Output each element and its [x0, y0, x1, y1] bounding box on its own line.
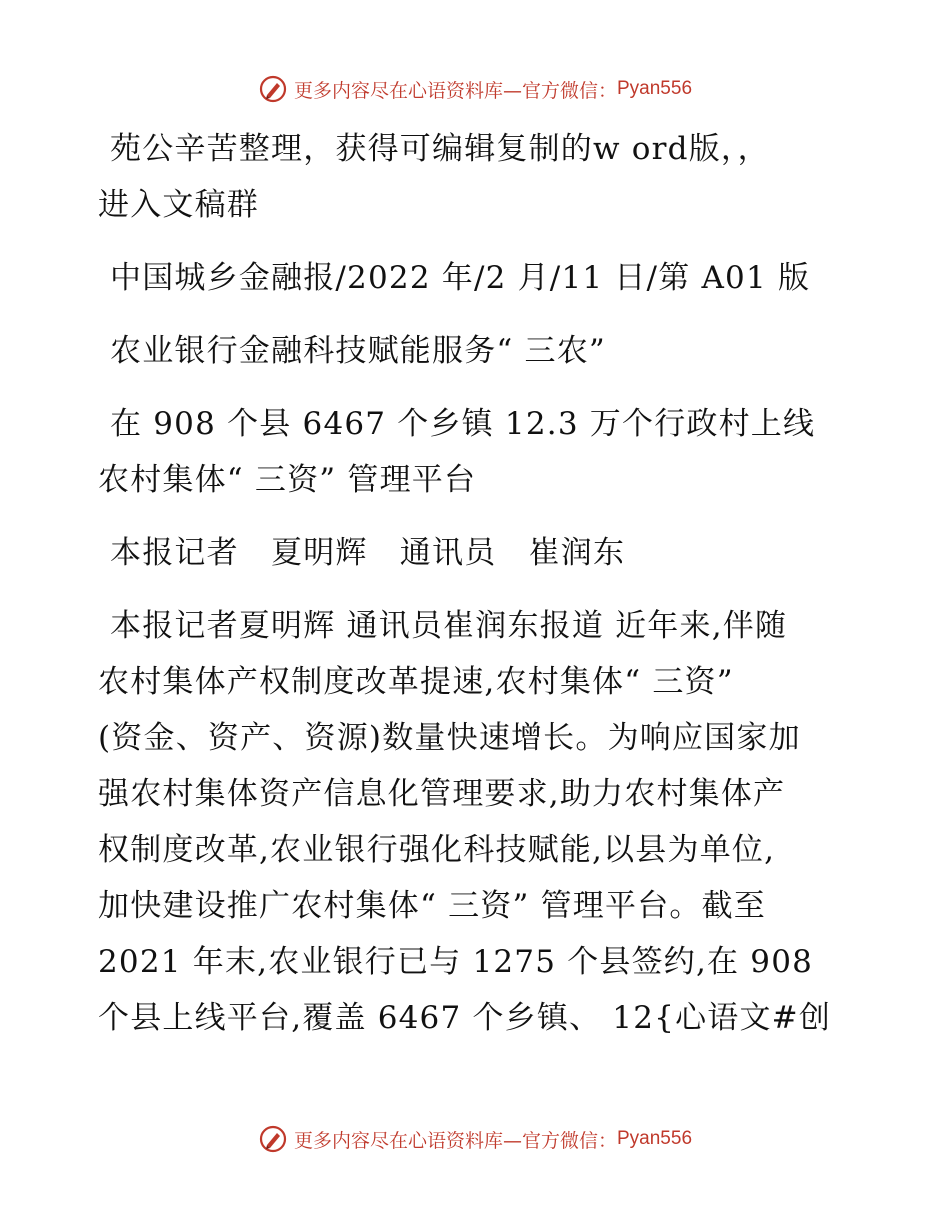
pen-logo-icon: [258, 1124, 288, 1154]
body-line: (资金、资产、资源)数量快速增长。为响应国家加: [98, 720, 801, 756]
intro-line: 苑公辛苦整理，获得可编辑复制的w ord版，，: [110, 131, 770, 167]
body-line: 本报记者夏明辉 通讯员崔润东报道 近年来,伴随: [110, 608, 788, 644]
source-text: 中国城乡金融报/2022 年/2 月/11 日/第 A01 版: [110, 260, 811, 296]
watermark-text: 更多内容尽在心语资料库—官方微信：: [293, 1129, 617, 1152]
watermark-text: 更多内容尽在心语资料库—官方微信：: [293, 79, 617, 102]
watermark-account: Pyan556: [617, 1128, 693, 1149]
body-line: 加快建设推广农村集体“ 三资” 管理平台。截至: [98, 888, 767, 924]
body-line: 2021 年末,农业银行已与 1275 个县签约,在 908: [98, 944, 814, 980]
watermark-banner-bottom: [0, 1119, 950, 1159]
byline: [98, 525, 878, 581]
byline-text: 本报记者 夏明辉 通讯员 崔润东: [110, 535, 626, 571]
subheadline-line: 农村集体“ 三资” 管理平台: [98, 462, 477, 498]
watermark-account: Pyan556: [617, 78, 693, 99]
headline-text: 农业银行金融科技赋能服务“ 三农”: [110, 333, 606, 369]
subheadline: [98, 396, 878, 508]
watermark-banner-top: [0, 69, 950, 109]
body-line: 个县上线平台,覆盖 6467 个乡镇、 12{心语文#创: [98, 1000, 832, 1036]
subheadline-line: 在 908 个县 6467 个乡镇 12.3 万个行政村上线: [110, 406, 816, 442]
intro-line: 进入文稿群: [98, 187, 259, 223]
body-line: 强农村集体资产信息化管理要求,助力农村集体产: [98, 776, 786, 812]
body-paragraph: [98, 598, 878, 1046]
document-body: [98, 121, 878, 1046]
source-line: [98, 250, 878, 306]
headline: [98, 323, 878, 379]
body-line: 农村集体产权制度改革提速,农村集体“ 三资”: [98, 664, 734, 700]
pen-logo-icon: [258, 74, 288, 104]
intro-paragraph: [98, 121, 878, 233]
body-line: 权制度改革,农业银行强化科技赋能,以县为单位,: [98, 832, 776, 868]
